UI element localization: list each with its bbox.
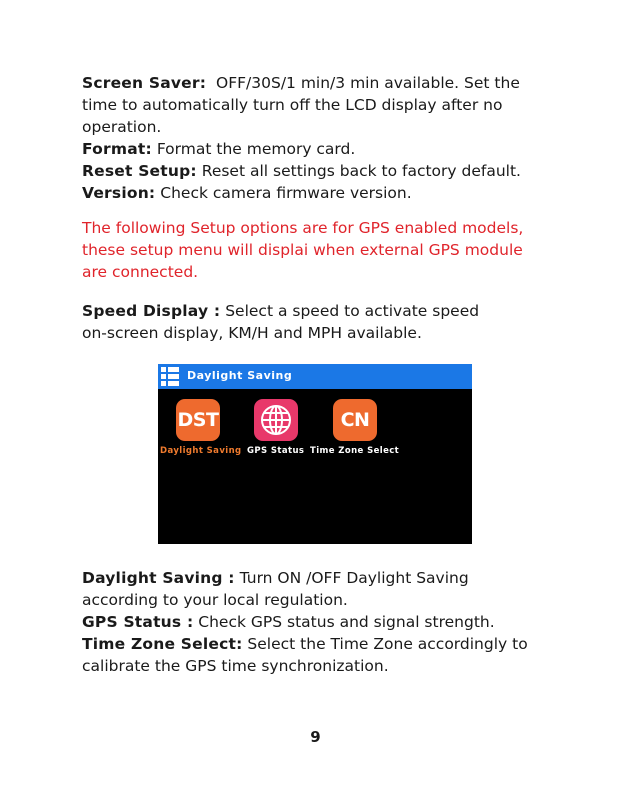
daylight-saving-line-1: Turn ON /OFF Daylight Saving: [239, 569, 469, 587]
time-zone-line-1: Select the Time Zone accordingly to: [247, 635, 528, 653]
screen-saver-term: Screen Saver:: [82, 74, 207, 92]
format-paragraph: [82, 138, 552, 160]
screen-saver-line-3: operation.: [82, 118, 162, 136]
time-zone-term: Time Zone Select:: [82, 635, 243, 653]
daylight-saving-label: Daylight Saving: [160, 446, 242, 456]
gps-status-text: Check GPS status and signal strength.: [198, 613, 495, 631]
gps-status-label: GPS Status: [247, 446, 305, 456]
gps-note-line-3: are connected.: [82, 263, 199, 281]
daylight-saving-term: Daylight Saving :: [82, 569, 235, 587]
globe-icon: [254, 399, 298, 441]
gps-status-paragraph: [82, 611, 552, 633]
gps-status-term: GPS Status :: [82, 613, 194, 631]
time-zone-tile[interactable]: [333, 399, 377, 441]
screen-saver-line-1: OFF/30S/1 min/3 min available. Set the: [216, 74, 520, 92]
camera-screen-illustration: [158, 364, 472, 544]
version-paragraph: [82, 182, 552, 204]
screen-saver-paragraph: [82, 72, 552, 138]
version-term: Version:: [82, 184, 156, 202]
speed-display-term: Speed Display :: [82, 302, 221, 320]
time-zone-paragraph: [82, 633, 562, 677]
time-zone-line-2: calibrate the GPS time synchronization.: [82, 657, 389, 675]
speed-display-paragraph: [82, 300, 552, 344]
gps-note-paragraph: [82, 217, 562, 283]
daylight-saving-line-2: according to your local regulation.: [82, 591, 348, 609]
daylight-saving-paragraph: [82, 567, 552, 611]
version-text: Check camera firmware version.: [160, 184, 412, 202]
reset-paragraph: [82, 160, 552, 182]
screen-title-bar: [158, 364, 472, 389]
cn-tile-text: CN: [340, 409, 370, 431]
screen-title: Daylight Saving: [187, 369, 293, 382]
reset-text: Reset all settings back to factory default.: [201, 162, 521, 180]
format-text: Format the memory card.: [156, 140, 356, 158]
speed-display-line-1: Select a speed to activate speed: [225, 302, 480, 320]
format-term: Format:: [82, 140, 152, 158]
daylight-saving-tile[interactable]: [176, 399, 220, 441]
gps-note-line-2: these setup menu will displai when external GPS module: [82, 241, 523, 259]
gps-note-line-1: The following Setup options are for GPS enabled models,: [82, 219, 524, 237]
speed-display-line-2: on-screen display, KM/H and MPH available.: [82, 324, 422, 342]
time-zone-label: Time Zone Select: [310, 446, 400, 456]
dst-tile-text: DST: [177, 409, 219, 431]
screen-saver-line-2: time to automatically turn off the LCD display after no: [82, 96, 503, 114]
page-number: 9: [310, 728, 321, 746]
reset-term: Reset Setup:: [82, 162, 197, 180]
menu-grid-icon: [161, 367, 179, 386]
gps-status-tile[interactable]: [254, 399, 298, 441]
